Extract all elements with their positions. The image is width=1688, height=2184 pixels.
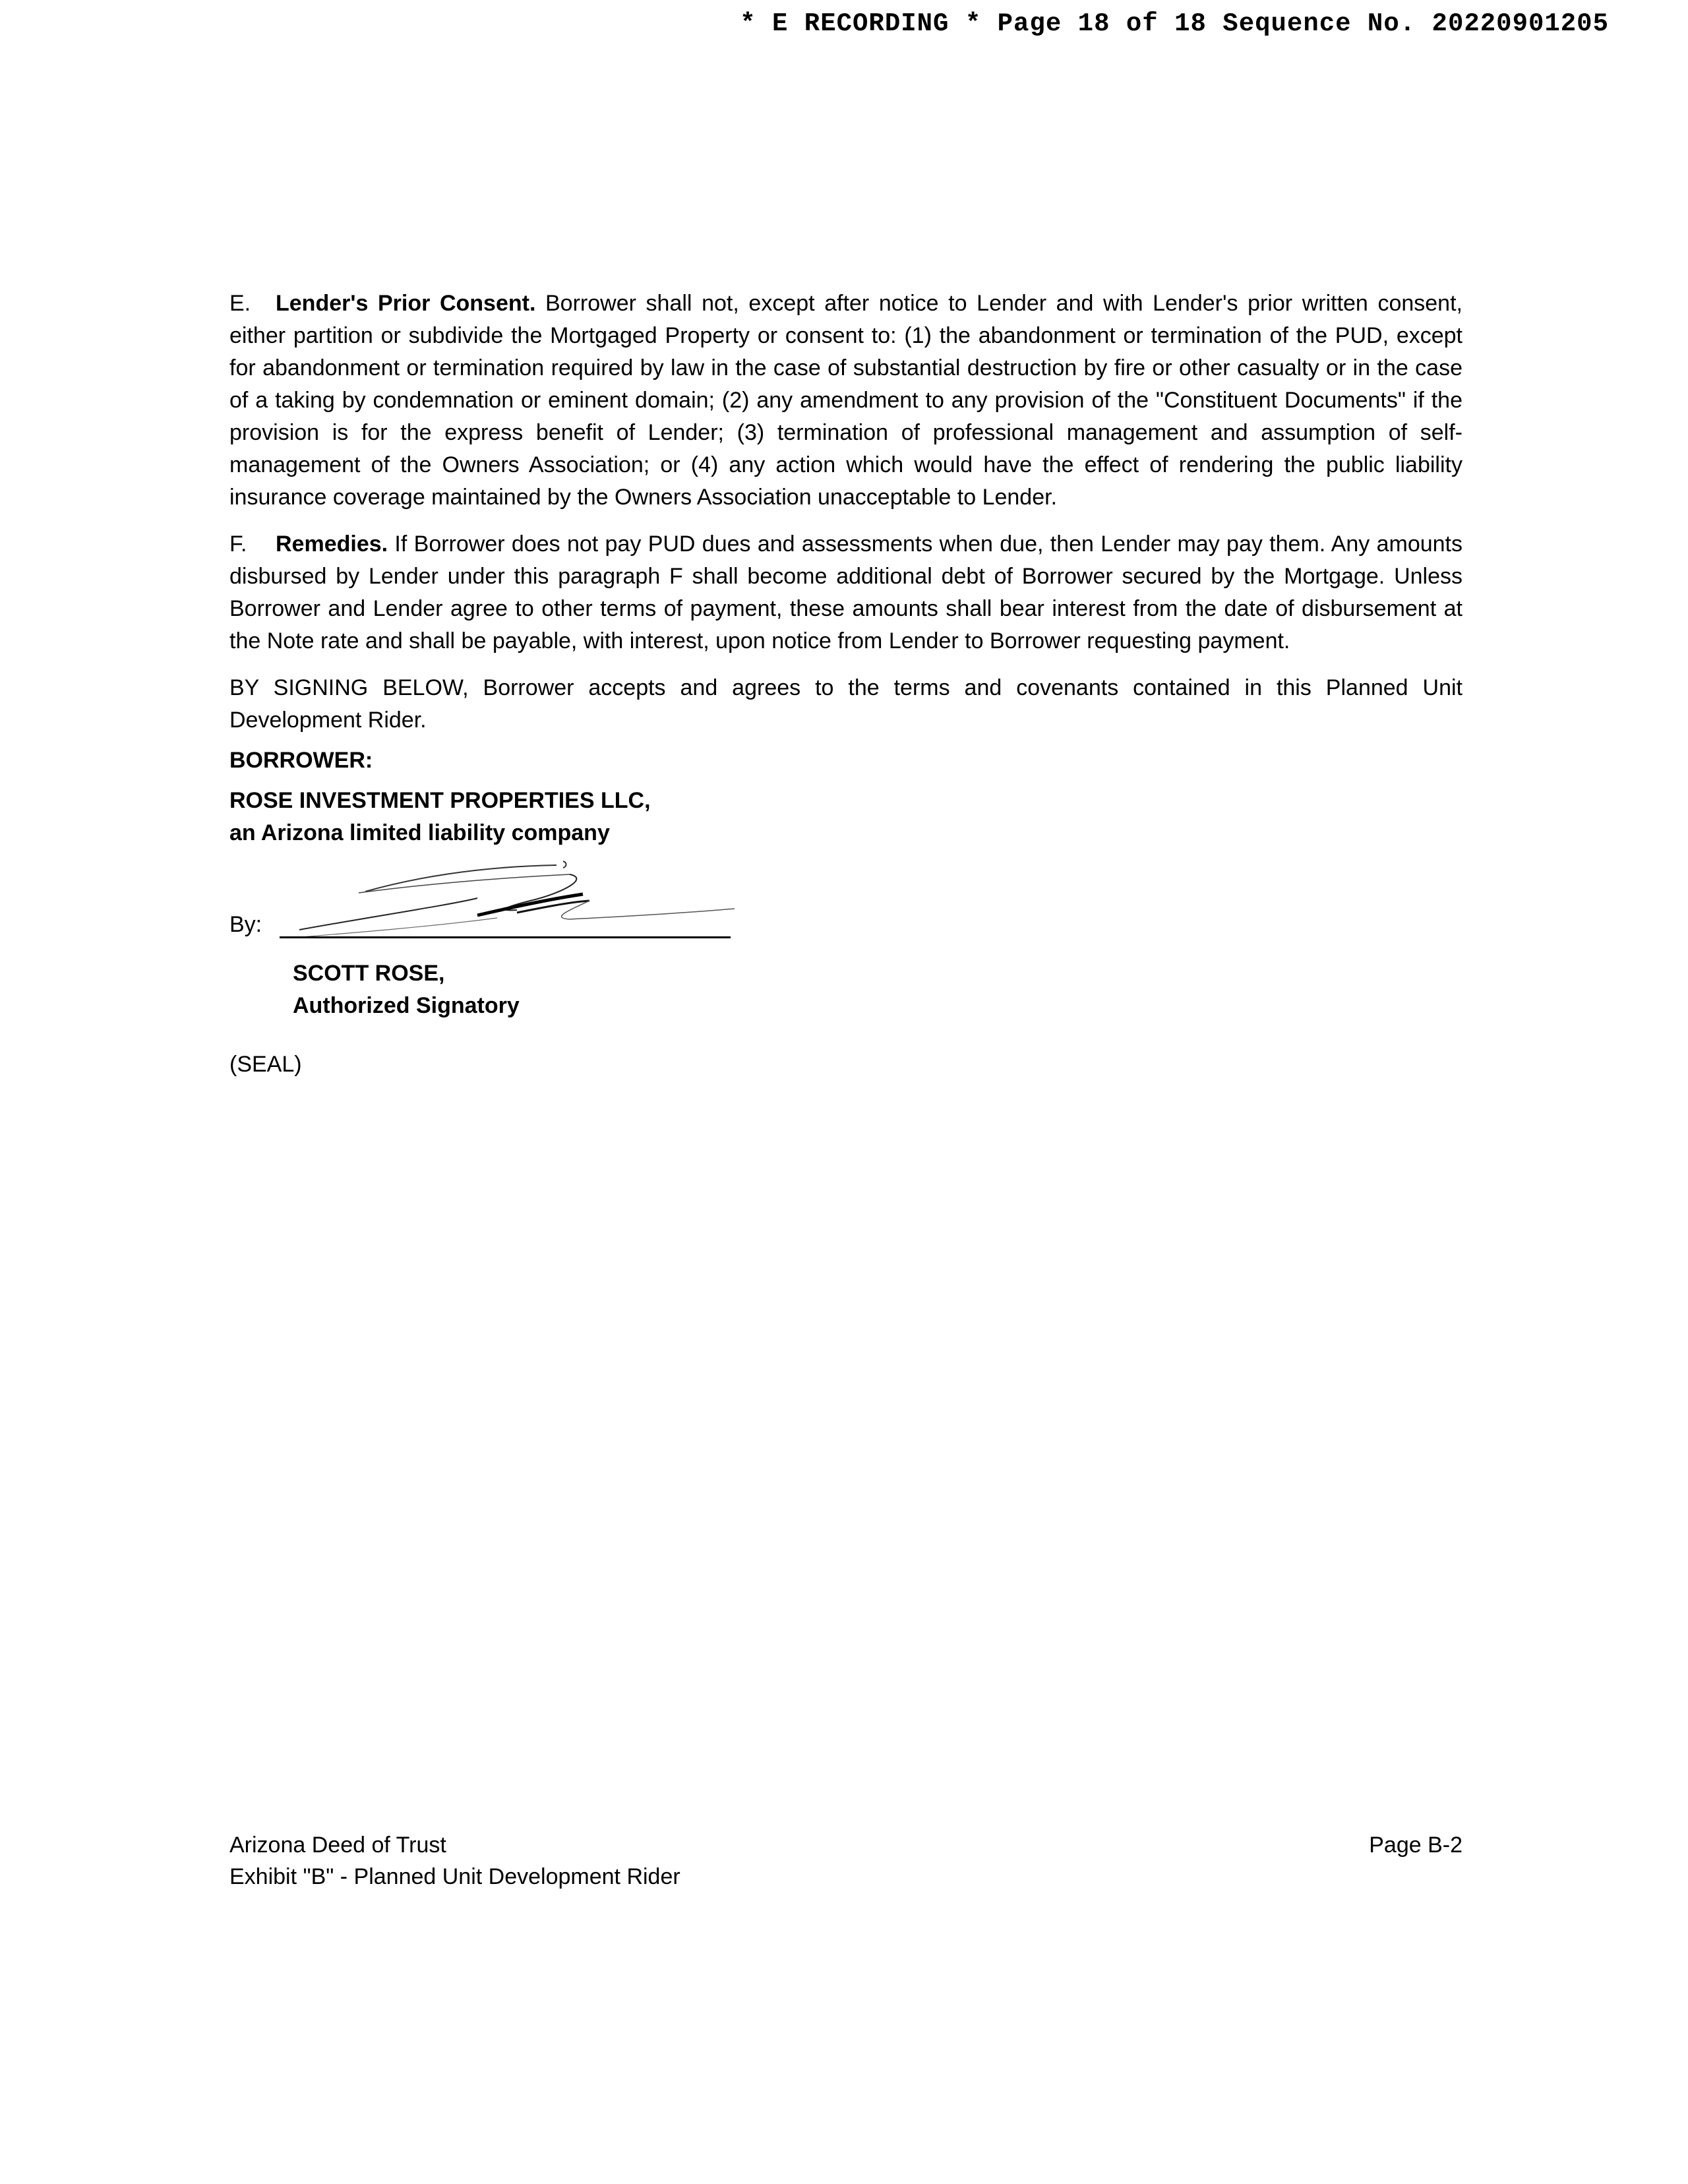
recording-stamp: * E RECORDING * Page 18 of 18 Sequence No. 20220901205: [740, 9, 1609, 38]
section-e-letter: E.: [229, 291, 251, 316]
section-f-heading: Remedies.: [276, 531, 388, 557]
section-f-text: If Borrower does not pay PUD dues and assessments when due, then Lender may pay them. Any amounts disbursed by Lender under this paragraph F shall become additional debt of Borrower secured by the Mortgage. Unless Borrower and Lender agree to other terms of payment, these amounts shall bear interest from the date of disbursement at the Note rate and shall be payable, with interest, upon notice from Lender to Borrower requesting payment.: [229, 531, 1462, 653]
section-e-heading: Lender's Prior Consent.: [276, 291, 536, 316]
signing-statement: BY SIGNING BELOW, Borrower accepts and agrees to the terms and covenants contained in this Planned Unit Development Rider.: [229, 675, 1462, 733]
signer-title: Authorized Signatory: [293, 993, 520, 1018]
company-name: ROSE INVESTMENT PROPERTIES LLC,: [229, 788, 651, 813]
signature-block: [229, 852, 1462, 957]
footer-doc-title: Arizona Deed of Trust: [229, 1833, 446, 1858]
company-description: an Arizona limited liability company: [229, 820, 610, 845]
borrower-label: BORROWER:: [229, 748, 373, 773]
signature-line: [280, 936, 731, 938]
by-label: By:: [229, 912, 262, 937]
section-e: [229, 288, 1462, 514]
footer-left: [229, 1829, 680, 1893]
signer-name: SCOTT ROSE,: [293, 961, 445, 986]
seal-label: (SEAL): [229, 1052, 302, 1077]
section-f: [229, 528, 1462, 657]
footer-exhibit: Exhibit "B" - Planned Unit Development Rider: [229, 1864, 680, 1889]
section-f-letter: F.: [229, 531, 247, 557]
document-body: [229, 288, 1462, 1103]
section-e-text: Borrower shall not, except after notice to Lender and with Lender's prior written consent, either partition or subdivide the Mortgaged Property or consent to: (1) the abandonment or termination of the PUD, except for abandonment or termination required by law in the case of substantial destruction by fire or other casualty or in the case of a taking by condemnation or eminent domain; (2) any amendment to any provision of the "Constituent Documents" if the provision is for the express benefit of Lender; (3) termination of professional management and assumption of self-management of the Owners Association; or (4) any action which would have the effect of rendering the public liability insurance coverage maintained by the Owners Association unacceptable to Lender.: [229, 291, 1462, 510]
footer-page-number: Page B-2: [1369, 1833, 1462, 1858]
